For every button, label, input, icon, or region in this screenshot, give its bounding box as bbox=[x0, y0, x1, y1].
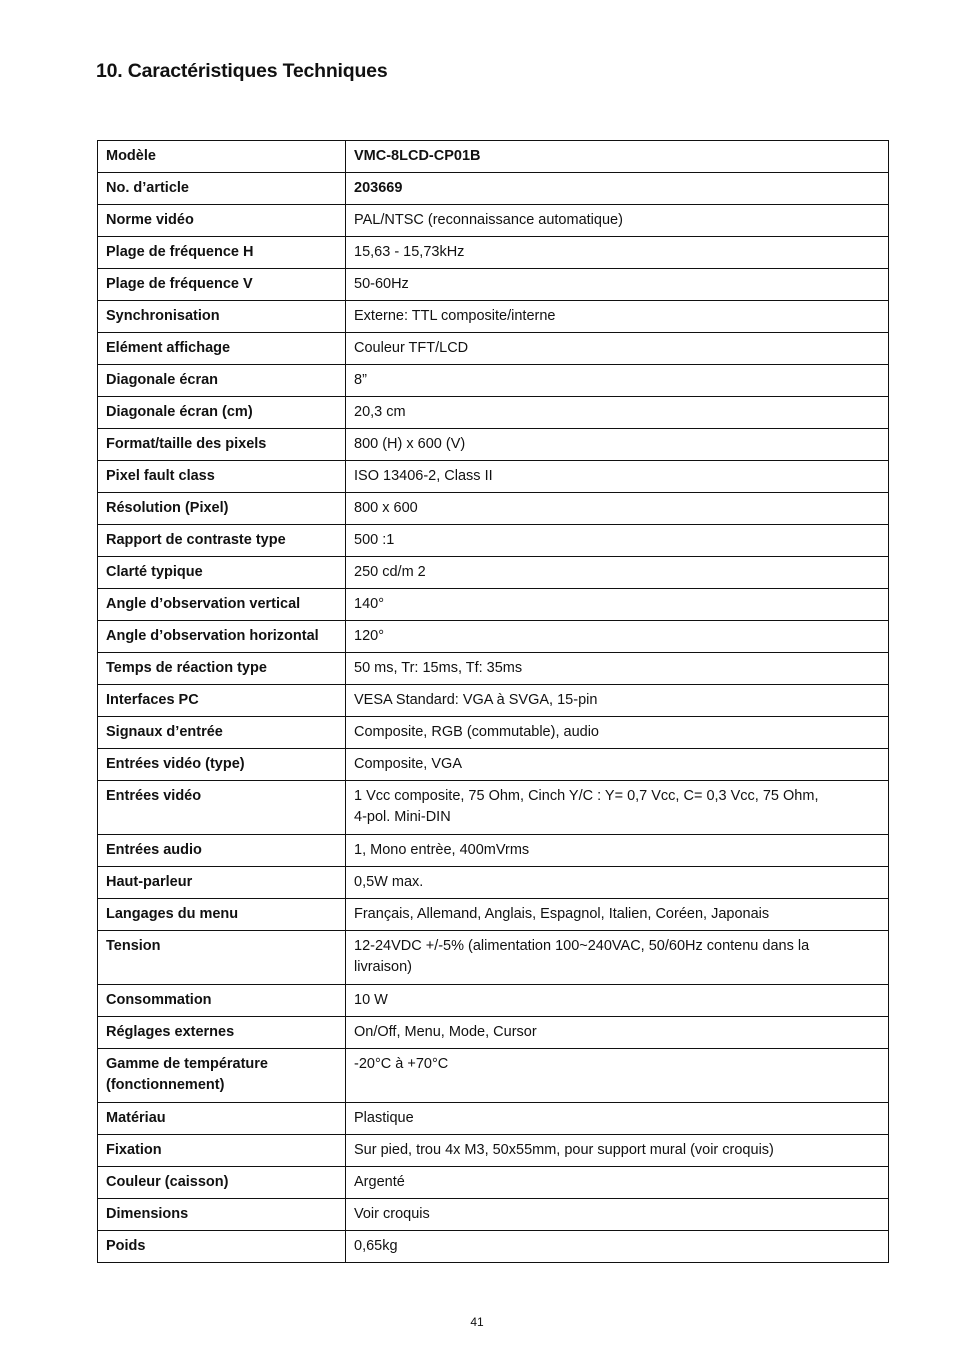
spec-label: Plage de fréquence V bbox=[98, 269, 346, 301]
spec-row bbox=[98, 621, 889, 653]
spec-label: Angle d’observation vertical bbox=[98, 589, 346, 621]
spec-value: 120° bbox=[346, 621, 889, 653]
spec-label: Gamme de température (fonctionnement) bbox=[98, 1049, 346, 1103]
spec-row bbox=[98, 461, 889, 493]
page-number: 41 bbox=[470, 1315, 484, 1329]
spec-label: Signaux d’entrée bbox=[98, 717, 346, 749]
spec-row bbox=[98, 397, 889, 429]
spec-row bbox=[98, 1167, 889, 1199]
spec-label: Diagonale écran (cm) bbox=[98, 397, 346, 429]
spec-label: Modèle bbox=[98, 141, 346, 173]
spec-label: Dimensions bbox=[98, 1199, 346, 1231]
spec-value: 12-24VDC +/-5% (alimentation 100~240VAC, 50/60Hz contenu dans la livraison) bbox=[346, 931, 889, 985]
spec-value: 0,5W max. bbox=[346, 867, 889, 899]
spec-label: Poids bbox=[98, 1231, 346, 1263]
spec-label: Entrées vidéo bbox=[98, 781, 346, 835]
spec-row bbox=[98, 237, 889, 269]
spec-value: 800 (H) x 600 (V) bbox=[346, 429, 889, 461]
spec-value: PAL/NTSC (reconnaissance automatique) bbox=[346, 205, 889, 237]
spec-label: Interfaces PC bbox=[98, 685, 346, 717]
spec-value: ISO 13406-2, Class II bbox=[346, 461, 889, 493]
spec-value: On/Off, Menu, Mode, Cursor bbox=[346, 1017, 889, 1049]
spec-row bbox=[98, 1049, 889, 1103]
spec-label: Norme vidéo bbox=[98, 205, 346, 237]
spec-label: Pixel fault class bbox=[98, 461, 346, 493]
spec-row bbox=[98, 1231, 889, 1263]
spec-label: Langages du menu bbox=[98, 899, 346, 931]
spec-value: VMC-8LCD-CP01B bbox=[346, 141, 889, 173]
spec-row bbox=[98, 985, 889, 1017]
spec-label: Haut-parleur bbox=[98, 867, 346, 899]
spec-label: Entrées audio bbox=[98, 835, 346, 867]
spec-value: Externe: TTL composite/interne bbox=[346, 301, 889, 333]
spec-value: 20,3 cm bbox=[346, 397, 889, 429]
spec-label: Matériau bbox=[98, 1103, 346, 1135]
spec-label: Format/taille des pixels bbox=[98, 429, 346, 461]
spec-label: Elément affichage bbox=[98, 333, 346, 365]
spec-label: Couleur (caisson) bbox=[98, 1167, 346, 1199]
spec-value: 250 cd/m 2 bbox=[346, 557, 889, 589]
spec-value: -20°C à +70°C bbox=[346, 1049, 889, 1103]
spec-label: Consommation bbox=[98, 985, 346, 1017]
spec-label: Rapport de contraste type bbox=[98, 525, 346, 557]
spec-value: Sur pied, trou 4x M3, 50x55mm, pour support mural (voir croquis) bbox=[346, 1135, 889, 1167]
spec-row bbox=[98, 205, 889, 237]
spec-row bbox=[98, 429, 889, 461]
spec-value: 50-60Hz bbox=[346, 269, 889, 301]
spec-label: Temps de réaction type bbox=[98, 653, 346, 685]
spec-value: 203669 bbox=[346, 173, 889, 205]
spec-value: Composite, VGA bbox=[346, 749, 889, 781]
specifications-table bbox=[97, 140, 889, 1263]
spec-row bbox=[98, 781, 889, 835]
spec-label: Entrées vidéo (type) bbox=[98, 749, 346, 781]
spec-value: Voir croquis bbox=[346, 1199, 889, 1231]
spec-value: Français, Allemand, Anglais, Espagnol, Italien, Coréen, Japonais bbox=[346, 899, 889, 931]
spec-label: Clarté typique bbox=[98, 557, 346, 589]
section-title: 10. Caractéristiques Techniques bbox=[96, 60, 388, 82]
spec-row bbox=[98, 173, 889, 205]
spec-value: VESA Standard: VGA à SVGA, 15-pin bbox=[346, 685, 889, 717]
spec-row bbox=[98, 333, 889, 365]
spec-row bbox=[98, 867, 889, 899]
spec-value: 800 x 600 bbox=[346, 493, 889, 525]
spec-row bbox=[98, 301, 889, 333]
spec-row bbox=[98, 589, 889, 621]
spec-row bbox=[98, 269, 889, 301]
spec-label: Synchronisation bbox=[98, 301, 346, 333]
spec-row bbox=[98, 493, 889, 525]
spec-value: 15,63 - 15,73kHz bbox=[346, 237, 889, 269]
spec-label: Résolution (Pixel) bbox=[98, 493, 346, 525]
spec-value: 1, Mono entrèe, 400mVrms bbox=[346, 835, 889, 867]
spec-label: Plage de fréquence H bbox=[98, 237, 346, 269]
spec-label: Fixation bbox=[98, 1135, 346, 1167]
spec-row bbox=[98, 1103, 889, 1135]
spec-value: 140° bbox=[346, 589, 889, 621]
spec-value: Plastique bbox=[346, 1103, 889, 1135]
spec-label: Angle d’observation horizontal bbox=[98, 621, 346, 653]
spec-value: 8” bbox=[346, 365, 889, 397]
spec-row bbox=[98, 1017, 889, 1049]
spec-value: Composite, RGB (commutable), audio bbox=[346, 717, 889, 749]
spec-value: 0,65kg bbox=[346, 1231, 889, 1263]
spec-row bbox=[98, 717, 889, 749]
spec-row bbox=[98, 653, 889, 685]
spec-row bbox=[98, 525, 889, 557]
spec-value: Couleur TFT/LCD bbox=[346, 333, 889, 365]
spec-row bbox=[98, 1135, 889, 1167]
spec-value: 1 Vcc composite, 75 Ohm, Cinch Y/C : Y= 0,7 Vcc, C= 0,3 Vcc, 75 Ohm, 4-pol. Mini-DIN bbox=[346, 781, 889, 835]
spec-label: Diagonale écran bbox=[98, 365, 346, 397]
spec-label: No. d’article bbox=[98, 173, 346, 205]
spec-row bbox=[98, 685, 889, 717]
spec-value: 500 :1 bbox=[346, 525, 889, 557]
spec-row bbox=[98, 141, 889, 173]
spec-value: 50 ms, Tr: 15ms, Tf: 35ms bbox=[346, 653, 889, 685]
spec-row bbox=[98, 1199, 889, 1231]
spec-row bbox=[98, 749, 889, 781]
spec-label: Réglages externes bbox=[98, 1017, 346, 1049]
spec-label: Tension bbox=[98, 931, 346, 985]
spec-row bbox=[98, 899, 889, 931]
spec-value: 10 W bbox=[346, 985, 889, 1017]
specifications-table-body bbox=[98, 141, 889, 1263]
spec-value: Argenté bbox=[346, 1167, 889, 1199]
spec-row bbox=[98, 835, 889, 867]
spec-row bbox=[98, 365, 889, 397]
spec-row bbox=[98, 931, 889, 985]
spec-row bbox=[98, 557, 889, 589]
